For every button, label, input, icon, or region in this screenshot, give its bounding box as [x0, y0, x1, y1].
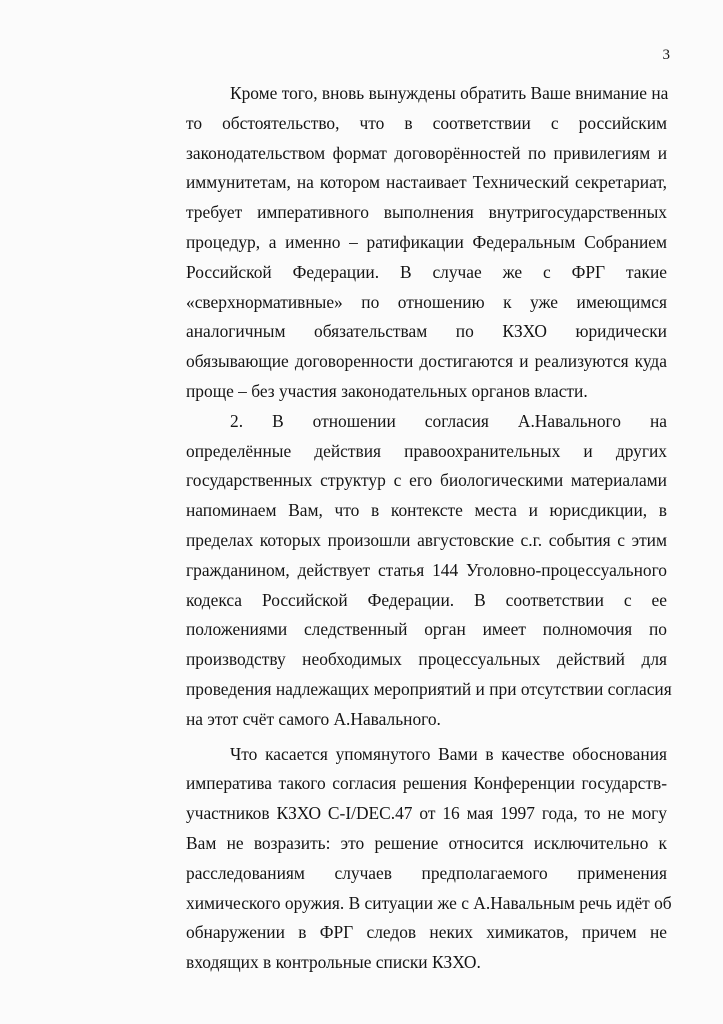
text-line: положениями следственный орган имеет полномочия по [186, 619, 667, 640]
document-body [186, 79, 672, 978]
text-line: гражданином, действует статья 144 Уголовно-процессуального [186, 559, 667, 580]
text-line: пределах которых произошли августовские с.г. события с этим [186, 529, 667, 550]
paragraph-navalny-consent [186, 407, 672, 735]
text-line: императива такого согласия решения Конференции государств- [186, 773, 667, 794]
text-line: определённые действия правоохранительных и других [186, 440, 667, 461]
text-line: на этот счёт самого А.Навального. [186, 708, 441, 729]
text-line: аналогичным обязательствам по КЗХО юридически [186, 321, 667, 342]
page-number: 3 [662, 47, 670, 63]
text-line: Что касается упомянутого Вами в качестве обоснования [230, 743, 667, 764]
text-line: то обстоятельство, что в соответствии с российским [186, 112, 667, 133]
text-line: производству необходимых процессуальных действий для [186, 649, 667, 670]
text-line: кодекса Российской Федерации. В соответствии с ее [186, 589, 667, 610]
text-line: 2. В отношении согласия А.Навального на [230, 410, 667, 431]
text-line: обнаружении в ФРГ следов неких химикатов, причем не [186, 922, 667, 943]
text-line: участников КЗХО C-I/DEC.47 от 16 мая 1997 года, то не могу [186, 803, 667, 824]
text-line: Российской Федерации. В случае же с ФРГ такие [186, 261, 667, 282]
text-line: напоминаем Вам, что в контексте места и юрисдикции, в [186, 500, 667, 521]
text-line: требует императивного выполнения внутригосударственных [186, 202, 667, 223]
text-line: химического оружия. В ситуации же с А.Навальным речь идёт об [186, 892, 672, 913]
text-line: Вам не возразить: это решение относится исключительно к [186, 832, 667, 853]
text-line: проще – без участия законодательных органов власти. [186, 380, 588, 401]
text-line: Кроме того, вновь вынуждены обратить Ваше внимание на [230, 83, 669, 103]
text-line: иммунитетам, на котором настаивает Технический секретариат, [186, 172, 667, 193]
text-line: процедур, а именно – ратификации Федеральным Собранием [186, 231, 667, 252]
text-line: «сверхнормативные» по отношению к уже имеющимся [186, 291, 667, 312]
text-line: обязывающие договоренности достигаются и реализуются куда [186, 351, 667, 372]
text-line: законодательством формат договорённостей по привилегиям и [186, 142, 667, 163]
paragraph-conference-decision [186, 740, 672, 978]
text-line: государственных структур с его биологическими материалами [186, 470, 667, 491]
text-line: входящих в контрольные списки КЗХО. [186, 952, 481, 973]
paragraph-privileges [186, 79, 667, 407]
text-line: расследованиям случаев предполагаемого применения [186, 862, 667, 883]
text-line: проведения надлежащих мероприятий и при отсутствии согласия [186, 678, 672, 699]
